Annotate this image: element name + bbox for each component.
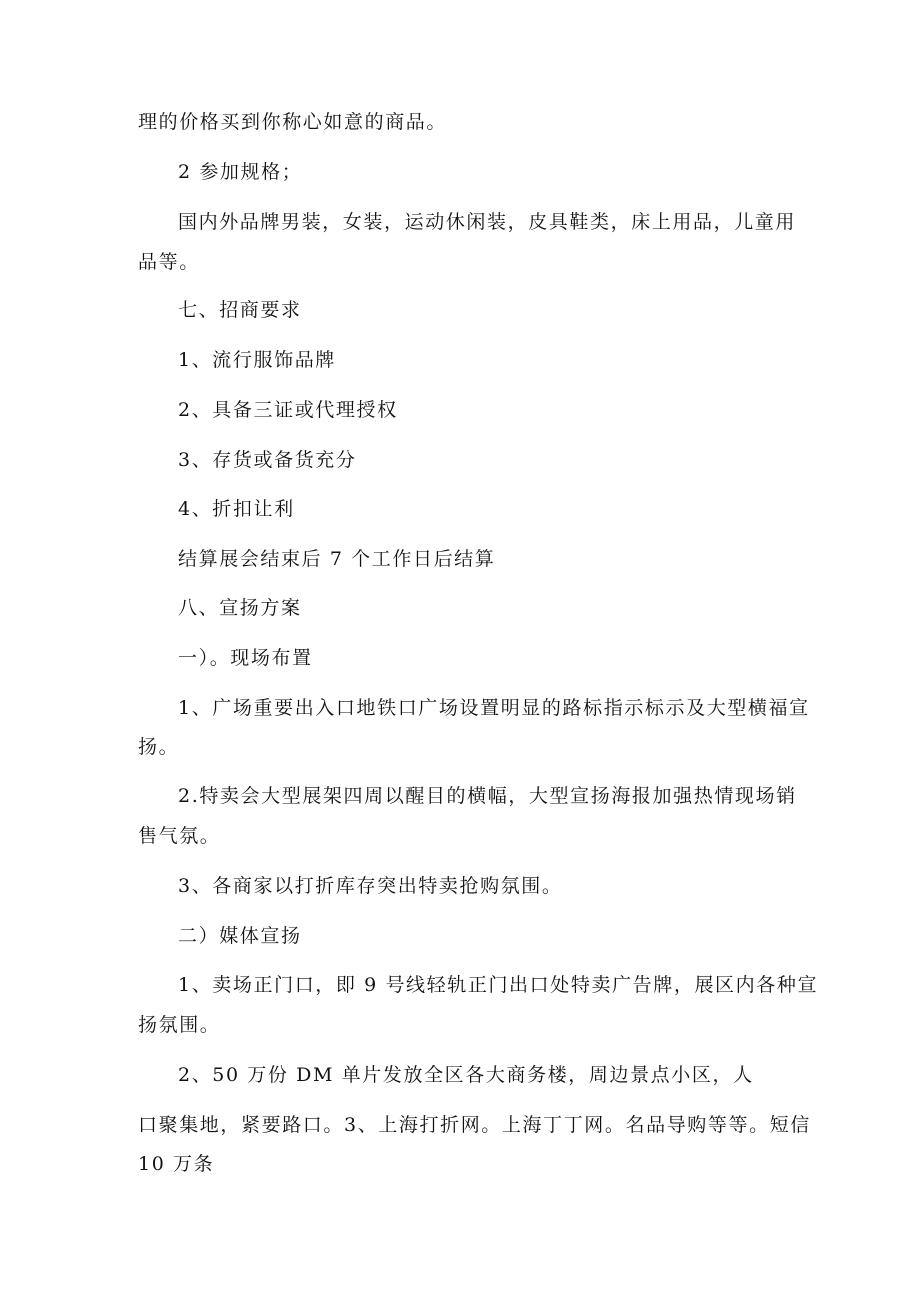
list-item: 3、存货或备货充分	[178, 449, 357, 471]
list-item: 2、具备三证或代理授权	[178, 399, 398, 421]
section-heading: 八、宣扬方案	[178, 597, 302, 619]
paragraph-line: 结算展会结束后 7 个工作日后结算	[178, 548, 496, 570]
list-item: 4、折扣让利	[178, 498, 295, 520]
paragraph-line: 扬氛围。	[138, 1014, 221, 1036]
list-item: 1、卖场正门口，即 9 号线轻轨正门出口处特卖广告牌，展区内各种宣	[178, 974, 819, 996]
paragraph-line: 扬。	[138, 736, 180, 758]
subsection-heading: 二）媒体宣扬	[178, 925, 302, 947]
paragraph-line: 2 参加规格；	[178, 161, 303, 183]
list-item: 1、流行服饰品牌	[178, 349, 336, 371]
paragraph-line: 国内外品牌男装，女装，运动休闲装，皮具鞋类，床上用品，儿童用	[178, 211, 797, 233]
list-item: 2.特卖会大型展架四周以醒目的横幅，大型宣扬海报加强热情现场销	[178, 785, 797, 807]
list-item: 2、50 万份 DM 单片发放全区各大商务楼，周边景点小区，人	[178, 1064, 754, 1086]
paragraph-line: 口聚集地，紧要路口。3、上海打折网。上海丁丁网。名品导购等等。短信	[138, 1114, 811, 1136]
paragraph-line: 品等。	[138, 251, 200, 273]
list-item: 3、各商家以打折库存突出特卖抢购氛围。	[178, 875, 563, 897]
subsection-heading: 一）。现场布置	[178, 647, 313, 669]
paragraph-line: 售气氛。	[138, 825, 221, 847]
paragraph-line: 理的价格买到你称心如意的商品。	[138, 111, 448, 133]
list-item: 1、广场重要出入口地铁口广场设置明显的路标指示标示及大型横福宣	[178, 697, 810, 719]
paragraph-line: 10 万条	[138, 1153, 215, 1175]
section-heading: 七、招商要求	[178, 299, 302, 321]
